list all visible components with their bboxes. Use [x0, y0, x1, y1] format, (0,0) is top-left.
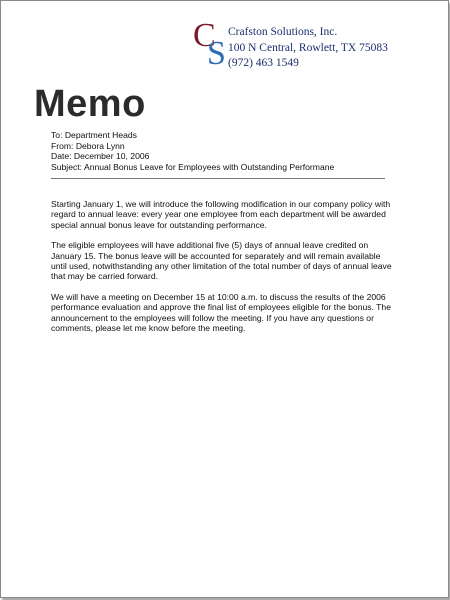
page-title: Memo — [34, 83, 146, 125]
company-info — [228, 25, 388, 72]
company-logo — [193, 17, 231, 72]
date-line: Date: December 10, 2006 — [51, 151, 150, 162]
memo-body — [51, 199, 393, 343]
to-line: To: Department Heads — [51, 130, 137, 140]
memo-header — [51, 130, 334, 172]
subject-line: Subject: Annual Bonus Leave for Employees with Outstanding Performane — [51, 161, 335, 172]
company-address: 100 N Central, Rowlett, TX 75083 — [228, 41, 388, 54]
body-paragraph-3: We will have a meeting on December 15 at 10:00 a.m. to discuss the results of the 2006 performance evaluation and approve the final list of employees eligible for the bonus. The announcement to the employees will follow the meeting. If you have any questions or comments, please let me know before the meeting. — [51, 291, 391, 334]
logo-letter-s: S — [207, 35, 226, 72]
from-line: From: Debora Lynn — [51, 140, 125, 151]
body-paragraph-2: The eligible employees will have additional five (5) days of annual leave credited on January 15. The bonus leave will be accounted for separately and will remain available until used, notwithstanding any other limitation of the total number of days of annual leave that may be carried forward. — [51, 240, 392, 282]
company-name: Crafston Solutions, Inc. — [228, 26, 338, 38]
body-paragraph-1: Starting January 1, we will introduce the following modification in our company policy with regard to annual leave: every year one employee from each department will be awarded special annual bonus leave for outstanding performance. — [51, 199, 391, 230]
header-divider — [51, 178, 385, 179]
logo-letter-c: C — [193, 17, 216, 54]
company-phone: (972) 463 1549 — [228, 57, 299, 69]
